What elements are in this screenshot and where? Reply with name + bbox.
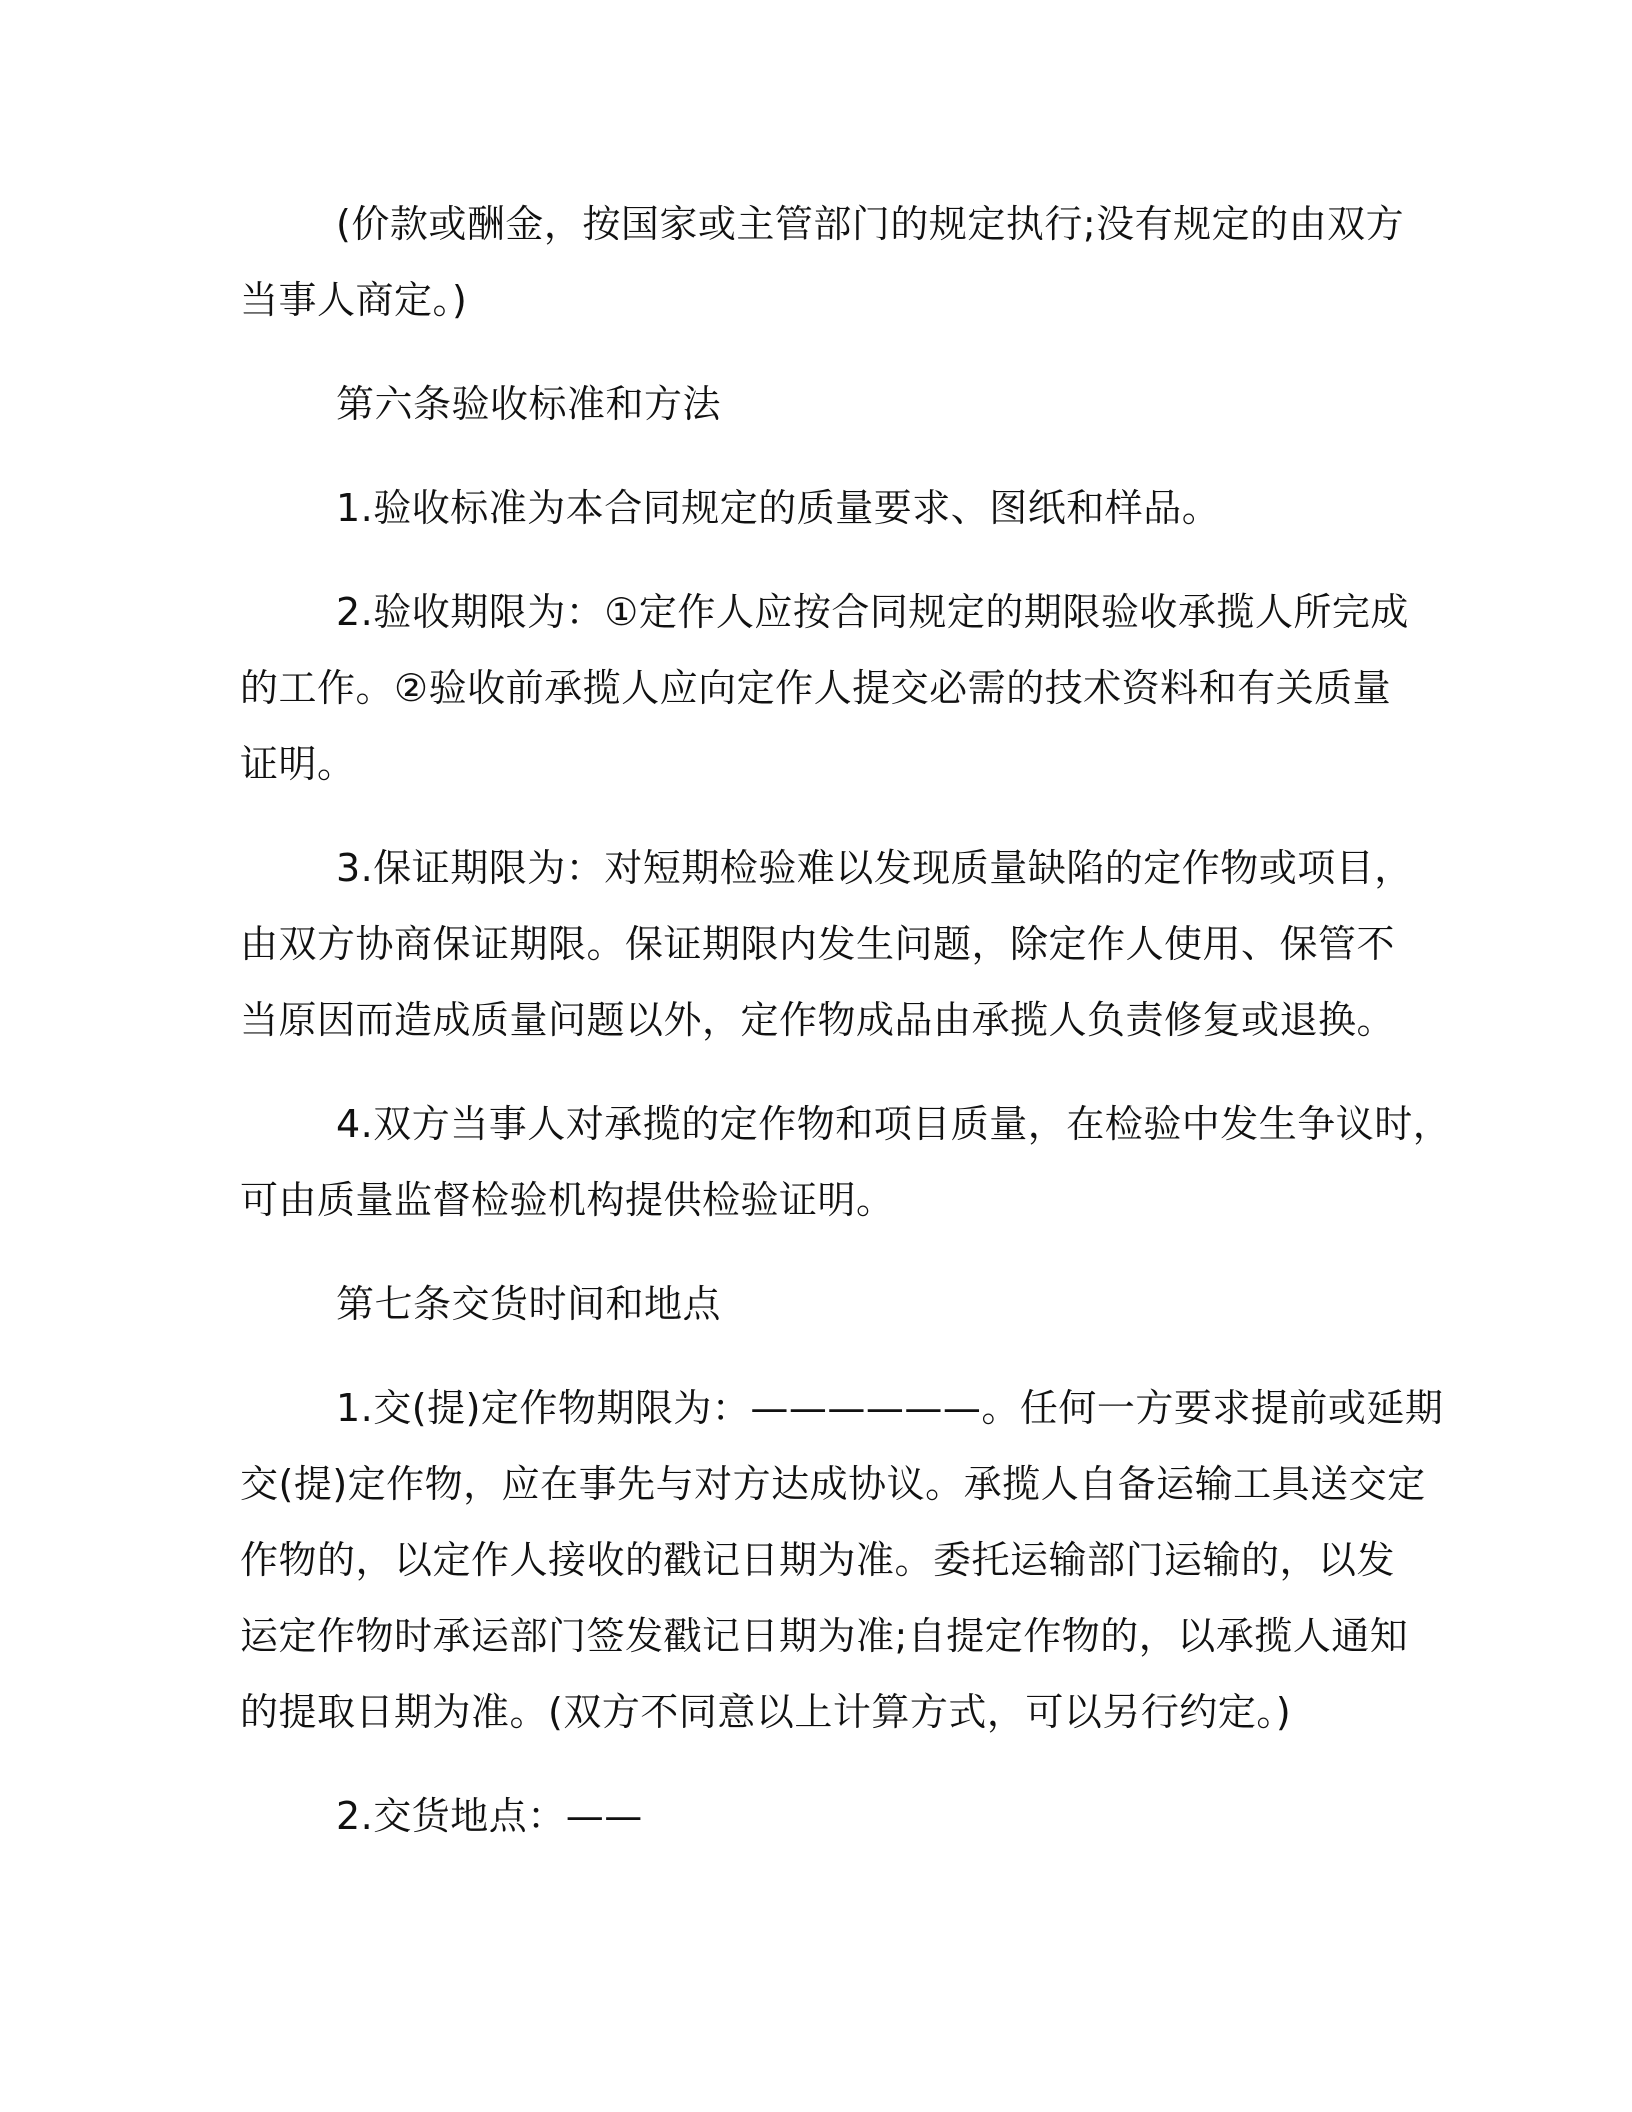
paragraph-line: 证明。 <box>240 742 356 786</box>
paragraph-line: 1.验收标准为本合同规定的质量要求、图纸和样品。 <box>336 486 1221 530</box>
paragraph-line: 2.交货地点：—— <box>336 1794 643 1838</box>
paragraph-line: 当原因而造成质量问题以外，定作物成品由承揽人负责修复或退换。 <box>240 998 1396 1042</box>
paragraph-line: 可由质量监督检验机构提供检验证明。 <box>240 1178 895 1222</box>
section-heading-article-7: 第七条交货时间和地点 <box>336 1282 722 1326</box>
paragraph-line: (价款或酬金，按国家或主管部门的规定执行;没有规定的由双方 <box>336 202 1405 246</box>
paragraph-line: 2.验收期限为：①定作人应按合同规定的期限验收承揽人所完成 <box>336 590 1409 634</box>
paragraph-line: 3.保证期限为：对短期检验难以发现质量缺陷的定作物或项目， <box>336 846 1413 890</box>
document-body <box>240 186 1452 1854</box>
paragraph-line: 由双方协商保证期限。保证期限内发生问题，除定作人使用、保管不 <box>240 922 1396 966</box>
paragraph-line: 运定作物时承运部门签发戳记日期为准;自提定作物的，以承揽人通知 <box>240 1614 1409 1658</box>
paragraph-line: 1.交(提)定作物期限为：——————。任何一方要求提前或延期 <box>336 1386 1444 1430</box>
paragraph-line: 的工作。②验收前承揽人应向定作人提交必需的技术资料和有关质量 <box>240 666 1392 710</box>
paragraph-line: 当事人商定。) <box>240 278 468 322</box>
section-heading-article-6: 第六条验收标准和方法 <box>336 382 722 426</box>
paragraph-line: 的提取日期为准。(双方不同意以上计算方式，可以另行约定。) <box>240 1690 1292 1734</box>
paragraph-line: 交(提)定作物，应在事先与对方达成协议。承揽人自备运输工具送交定 <box>240 1462 1426 1506</box>
paragraph-line: 4.双方当事人对承揽的定作物和项目质量，在检验中发生争议时， <box>336 1102 1452 1146</box>
paragraph-line: 作物的，以定作人接收的戳记日期为准。委托运输部门运输的，以发 <box>240 1538 1396 1582</box>
